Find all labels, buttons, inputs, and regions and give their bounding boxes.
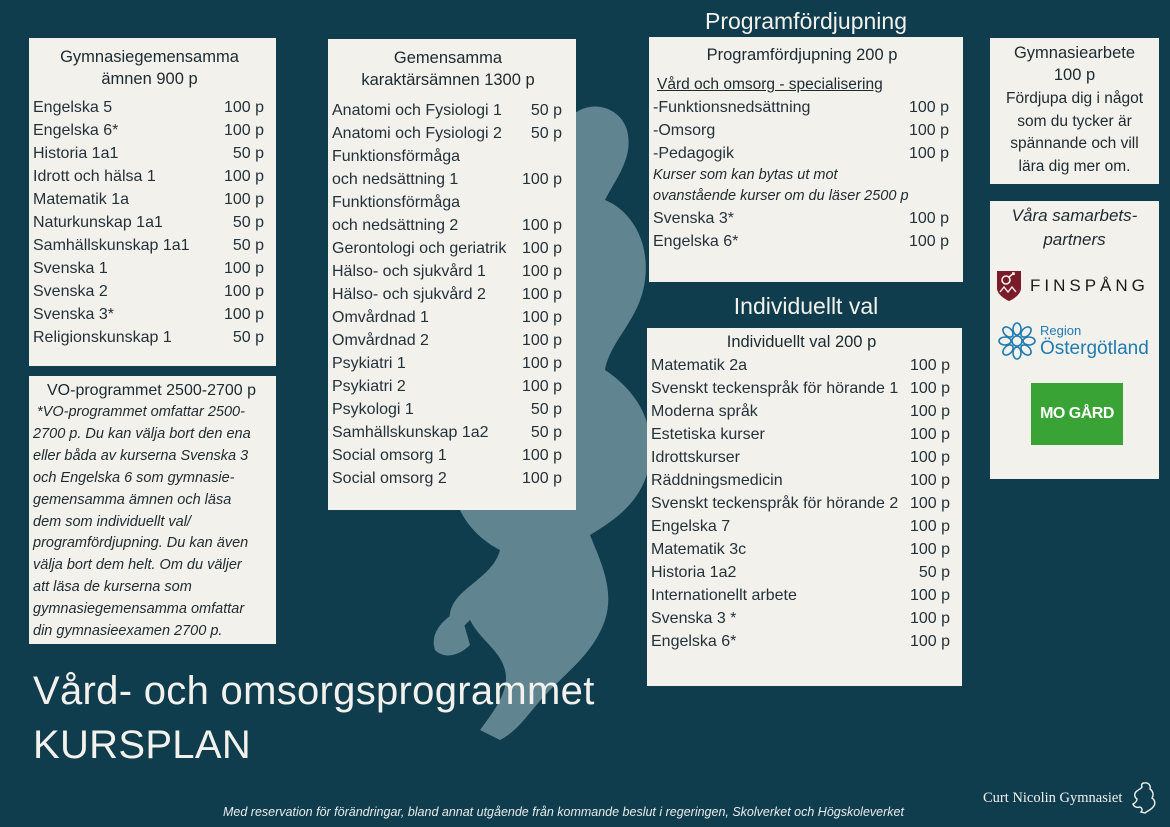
program-deepening-card xyxy=(649,37,963,282)
vo-program-text xyxy=(33,402,270,643)
region-flower-icon xyxy=(998,322,1036,360)
course-name: Psykologi 1 xyxy=(332,401,414,418)
course-name: Psykiatri 1 xyxy=(332,355,406,372)
course-points: 100 p xyxy=(521,332,562,349)
course-name: Hälso- och sjukvård 2 xyxy=(332,286,486,303)
list-item xyxy=(332,283,564,306)
list-item xyxy=(332,260,564,283)
list-item xyxy=(651,492,952,515)
program-deepening-title: Programfördjupning 200 p xyxy=(706,46,898,64)
course-name: Funktionsförmåga xyxy=(332,148,461,165)
course-points: 100 p xyxy=(909,403,950,420)
list-item xyxy=(651,446,952,469)
list-item xyxy=(33,142,266,165)
course-points: 100 p xyxy=(909,518,950,535)
vo-program-title: VO-programmet 2500-2700 p xyxy=(47,382,256,399)
course-name: -Omsorg xyxy=(653,122,716,139)
partners-title: Våra samarbets- xyxy=(1011,206,1138,225)
list-item xyxy=(33,96,266,119)
list-item xyxy=(332,398,564,421)
school-name: Curt Nicolin Gymnasiet xyxy=(983,789,1123,806)
course-name: -Funktionsnedsättning xyxy=(653,99,811,116)
list-item xyxy=(332,145,564,168)
list-item xyxy=(332,375,564,398)
text-line: gymnasiegemensamma omfattar xyxy=(33,601,245,618)
course-points: 100 p xyxy=(908,233,949,250)
course-name: Omvårdnad 2 xyxy=(332,332,429,349)
list-item xyxy=(651,469,952,492)
course-name: Matematik 3c xyxy=(651,541,747,558)
list-item xyxy=(33,211,266,234)
course-name: Svenska 3 * xyxy=(651,610,737,627)
course-name: Svenskt teckenspråk för hörande 1 xyxy=(651,380,899,397)
course-name: Engelska 6* xyxy=(653,233,739,250)
course-name: Hälso- och sjukvård 1 xyxy=(332,263,486,280)
individuellt-val-heading: Individuellt val xyxy=(733,293,879,319)
course-points: 100 p xyxy=(521,309,562,326)
list-item xyxy=(332,168,564,191)
course-points: 50 p xyxy=(530,401,562,418)
course-points: 50 p xyxy=(530,125,562,142)
program-deepening-note: Kurser som kan bytas ut mot xyxy=(653,167,838,183)
thesis-title: Gymnasiearbete xyxy=(1013,44,1136,62)
course-name: Samhällskunskap 1a1 xyxy=(33,237,190,254)
text-line: och Engelska 6 som gymnasie- xyxy=(33,469,235,486)
partners-title-2: partners xyxy=(1043,230,1106,249)
course-points: 50 p xyxy=(232,237,264,254)
course-name: Funktionsförmåga xyxy=(332,194,461,211)
text-line: dem som individuellt val/ xyxy=(33,513,191,530)
school-lion-icon xyxy=(1128,781,1158,815)
course-points: 100 p xyxy=(223,306,264,323)
text-line: gemensamma ämnen och läsa xyxy=(33,491,232,508)
list-item xyxy=(332,122,564,145)
main-title xyxy=(33,664,595,772)
text-line: din gymnasieexamen 2700 p. xyxy=(33,623,223,640)
list-item xyxy=(332,421,564,444)
course-points: 100 p xyxy=(521,378,562,395)
list-item xyxy=(651,607,952,630)
list-item xyxy=(653,230,951,253)
course-name: Samhällskunskap 1a2 xyxy=(332,424,489,441)
char-subjects-card xyxy=(328,39,576,510)
school-logo xyxy=(983,781,1158,815)
course-points: 100 p xyxy=(521,240,562,257)
list-item xyxy=(332,444,564,467)
course-name: Svenska 2 xyxy=(33,283,108,300)
gym-common-title: Gymnasiegemensamma xyxy=(60,48,239,66)
list-item xyxy=(653,207,951,230)
course-points: 100 p xyxy=(909,541,950,558)
main-title-line2: KURSPLAN xyxy=(33,723,252,767)
course-name: Matematik 2a xyxy=(651,357,748,374)
course-points: 100 p xyxy=(909,633,950,650)
list-item xyxy=(651,630,952,653)
list-item xyxy=(332,352,564,375)
gym-common-list xyxy=(33,96,266,349)
list-item xyxy=(332,99,564,122)
course-points: 100 p xyxy=(521,355,562,372)
list-item xyxy=(332,214,564,237)
individual-choice-card xyxy=(647,328,962,686)
text-line: välja bort dem helt. Om du väljer xyxy=(33,557,242,574)
course-name: Svenska 1 xyxy=(33,260,108,277)
course-name: Anatomi och Fysiologi 1 xyxy=(332,102,502,119)
course-points: 100 p xyxy=(521,447,562,464)
course-points: 100 p xyxy=(909,426,950,443)
gym-common-subtitle: ämnen 900 p xyxy=(101,70,198,88)
course-points: 100 p xyxy=(908,210,949,227)
program-deepening-extra-list xyxy=(653,207,951,253)
course-name: Engelska 7 xyxy=(651,518,731,535)
course-points: 50 p xyxy=(530,424,562,441)
course-points: 100 p xyxy=(223,283,264,300)
course-name: Religionskunskap 1 xyxy=(33,329,172,346)
course-points: 100 p xyxy=(223,168,264,185)
list-item xyxy=(33,326,266,349)
course-name: Internationellt arbete xyxy=(651,587,797,604)
finspang-shield-icon xyxy=(996,270,1022,302)
list-item xyxy=(651,584,952,607)
course-points: 100 p xyxy=(908,122,949,139)
ostergotland-text: Östergötland xyxy=(1040,337,1149,359)
course-name: Anatomi och Fysiologi 2 xyxy=(332,125,502,142)
text-line: programfördjupning. Du kan även xyxy=(33,535,249,552)
list-item xyxy=(33,280,266,303)
course-name: Svenska 3* xyxy=(33,306,114,323)
text-line: *VO-programmet omfattar 2500- xyxy=(33,404,245,420)
region-ostergotland-logo xyxy=(998,319,1158,363)
char-subjects-list xyxy=(332,99,564,490)
list-item xyxy=(332,191,564,214)
list-item xyxy=(332,306,564,329)
thesis-card xyxy=(990,38,1159,184)
vo-program-card xyxy=(29,376,276,644)
course-name: Idrottskurser xyxy=(651,449,740,466)
course-name: och nedsättning 2 xyxy=(332,217,459,234)
individual-choice-list xyxy=(651,354,952,653)
finspang-text: FINSPÅNG xyxy=(1030,276,1149,295)
list-item xyxy=(33,303,266,326)
course-name: Svenska 3* xyxy=(653,210,734,227)
course-points: 50 p xyxy=(232,214,264,231)
main-title-line1: Vård- och omsorgsprogrammet xyxy=(33,669,595,713)
list-item xyxy=(33,165,266,188)
course-name: Historia 1a1 xyxy=(33,145,119,162)
course-points: 100 p xyxy=(909,357,950,374)
char-subjects-subtitle: karaktärsämnen 1300 p xyxy=(361,71,535,89)
course-name: Moderna språk xyxy=(651,403,758,420)
course-points: 100 p xyxy=(909,449,950,466)
course-points: 100 p xyxy=(521,217,562,234)
region-text: Region xyxy=(1040,322,1082,338)
course-name: Estetiska kurser xyxy=(651,426,765,443)
course-name: Social omsorg 2 xyxy=(332,470,447,487)
program-deepening-list xyxy=(653,96,951,165)
programfordjupning-heading: Programfördjupning xyxy=(704,8,907,34)
course-points: 100 p xyxy=(223,260,264,277)
course-name: Social omsorg 1 xyxy=(332,447,447,464)
course-points: 100 p xyxy=(521,263,562,280)
course-name: Psykiatri 2 xyxy=(332,378,406,395)
course-name: Matematik 1a xyxy=(33,191,130,208)
list-item xyxy=(33,119,266,142)
list-item xyxy=(651,400,952,423)
mogard-text: MO GÅRD xyxy=(1040,405,1114,422)
course-points: 100 p xyxy=(223,191,264,208)
course-name: Engelska 5 xyxy=(33,99,113,116)
course-name: -Pedagogik xyxy=(653,145,734,162)
text-line: spännande och vill xyxy=(1010,135,1139,152)
text-line: som du tycker är xyxy=(1017,112,1132,130)
list-item xyxy=(332,467,564,490)
course-points: 100 p xyxy=(521,470,562,487)
course-name: Svenskt teckenspråk för hörande 2 xyxy=(651,495,899,512)
course-points: 100 p xyxy=(909,495,950,512)
list-item xyxy=(33,234,266,257)
list-item xyxy=(651,561,952,584)
thesis-points: 100 p xyxy=(1053,66,1096,84)
course-points: 100 p xyxy=(521,286,562,303)
course-points: 100 p xyxy=(223,122,264,139)
mogard-logo xyxy=(1031,383,1123,445)
course-name: Gerontologi och geriatrik xyxy=(332,240,507,257)
footer-disclaimer: Med reservation för förändringar, bland annat utgående från kommande beslut i regeringen, Skolverket och Högskoleverket xyxy=(223,805,904,819)
gym-common-card xyxy=(29,38,276,366)
course-points: 100 p xyxy=(909,472,950,489)
finspang-logo xyxy=(996,269,1156,303)
course-points: 100 p xyxy=(223,99,264,116)
course-points: 50 p xyxy=(918,564,950,581)
course-points: 100 p xyxy=(909,587,950,604)
course-name: Idrott och hälsa 1 xyxy=(33,168,156,185)
course-points: 100 p xyxy=(909,610,950,627)
text-line: Fördjupa dig i något xyxy=(1005,90,1143,107)
course-points: 100 p xyxy=(908,145,949,162)
list-item xyxy=(33,188,266,211)
list-item xyxy=(653,119,951,142)
list-item xyxy=(33,257,266,280)
text-line: eller båda av kurserna Svenska 3 xyxy=(33,447,249,464)
text-line: lära dig mer om. xyxy=(1018,157,1131,175)
list-item xyxy=(651,354,952,377)
list-item xyxy=(651,423,952,446)
course-name: Naturkunskap 1a1 xyxy=(33,214,163,231)
course-name: Omvårdnad 1 xyxy=(332,309,429,326)
list-item xyxy=(653,96,951,119)
list-item xyxy=(653,142,951,165)
course-points: 50 p xyxy=(232,145,264,162)
course-name: Engelska 6* xyxy=(651,633,737,650)
course-name: och nedsättning 1 xyxy=(332,171,459,188)
program-deepening-note-2: ovanstående kurser om du läser 2500 p xyxy=(653,188,909,204)
program-deepening-subtitle: Vård och omsorg - specialisering xyxy=(657,76,883,93)
course-name: Historia 1a2 xyxy=(651,564,737,581)
course-points: 100 p xyxy=(521,171,562,188)
list-item xyxy=(332,237,564,260)
list-item xyxy=(651,515,952,538)
list-item xyxy=(332,329,564,352)
text-line: 2700 p. Du kan välja bort den ena xyxy=(33,425,251,442)
list-item xyxy=(651,538,952,561)
course-points: 50 p xyxy=(530,102,562,119)
char-subjects-title: Gemensamma xyxy=(393,49,503,67)
individual-choice-title: Individuellt val 200 p xyxy=(726,333,877,351)
text-line: att läsa de kurserna som xyxy=(33,579,192,596)
list-item xyxy=(651,377,952,400)
thesis-text xyxy=(994,88,1155,178)
course-name: Engelska 6* xyxy=(33,122,119,139)
course-name: Räddningsmedicin xyxy=(651,472,783,489)
course-points: 50 p xyxy=(232,329,264,346)
course-points: 100 p xyxy=(909,380,950,397)
course-points: 100 p xyxy=(908,99,949,116)
partners-card xyxy=(990,201,1159,479)
